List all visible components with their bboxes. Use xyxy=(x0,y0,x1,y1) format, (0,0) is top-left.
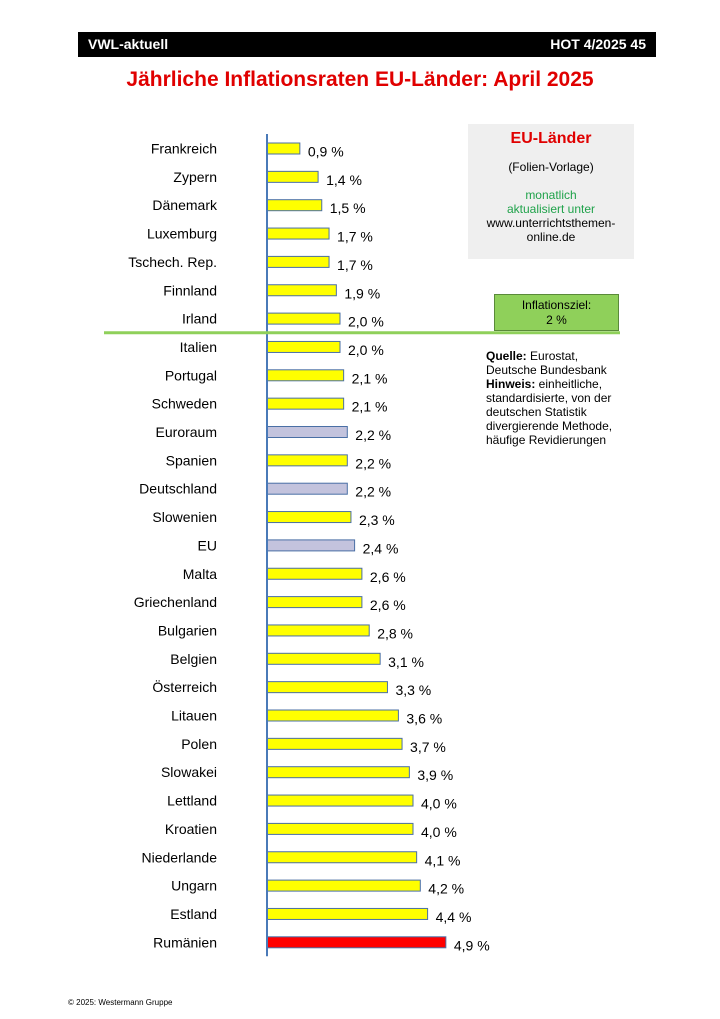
category-label: Dänemark xyxy=(152,197,217,214)
value-label: 4,1 % xyxy=(424,852,461,869)
note-line1 xyxy=(486,377,686,391)
category-label: Euroraum xyxy=(155,424,217,440)
bar xyxy=(267,568,362,579)
info-box xyxy=(468,124,634,259)
value-label: 3,3 % xyxy=(395,682,432,699)
bar xyxy=(267,682,387,693)
category-label: Österreich xyxy=(152,679,217,696)
bar xyxy=(267,228,329,239)
category-label: Zypern xyxy=(173,168,217,185)
category-label: Irland xyxy=(181,310,217,327)
category-label: Belgien xyxy=(170,650,217,667)
category-label: Luxemburg xyxy=(146,225,217,242)
bar xyxy=(267,597,362,608)
source-label: Quelle: xyxy=(486,349,527,363)
bar xyxy=(267,370,344,381)
header-issue-page: HOT 4/2025 45 xyxy=(550,36,646,52)
bar xyxy=(267,313,340,324)
info-box-url xyxy=(468,216,634,244)
note-line3: deutschen Statistik xyxy=(486,405,587,419)
bar xyxy=(267,738,402,749)
value-label: 2,8 % xyxy=(377,625,414,642)
info-box-title: EU-Länder xyxy=(510,130,592,147)
category-label: Schweden xyxy=(151,395,217,412)
value-label: 2,0 % xyxy=(348,341,384,358)
note-line2: standardisierte, von der xyxy=(486,391,612,405)
note-label: Hinweis: xyxy=(486,377,536,391)
bar xyxy=(267,512,351,523)
value-label: 4,9 % xyxy=(453,937,490,954)
category-label: Slowakei xyxy=(160,764,217,781)
bar xyxy=(267,767,409,778)
bar xyxy=(267,427,347,438)
bar xyxy=(267,823,413,834)
value-label: 2,3 % xyxy=(358,512,395,529)
value-label: 2,1 % xyxy=(351,370,388,387)
value-label: 4,0 % xyxy=(421,795,457,812)
value-label: 2,6 % xyxy=(369,597,406,614)
category-label: Deutschland xyxy=(139,480,217,497)
bar xyxy=(267,483,347,494)
category-label: Malta xyxy=(182,565,217,582)
bar xyxy=(267,908,428,919)
category-label: Frankreich xyxy=(150,140,217,157)
value-label: 3,1 % xyxy=(388,653,424,670)
category-label: Slowenien xyxy=(152,509,217,526)
copyright-footer: © 2025: Westermann Gruppe xyxy=(68,998,173,1007)
value-label: 2,2 % xyxy=(355,455,392,472)
value-label: 1,5 % xyxy=(329,200,366,217)
info-box-update-line2: aktualisiert unter xyxy=(506,202,596,216)
chart-title: Jährliche Inflationsraten EU-Länder: April 2025 xyxy=(126,68,594,91)
bar xyxy=(267,200,322,211)
value-label: 1,9 % xyxy=(344,285,381,302)
bar xyxy=(267,171,318,182)
note-line5: häufige Revidierungen xyxy=(486,433,607,447)
info-box-subtitle: (Folien-Vorlage) xyxy=(508,160,594,174)
category-label: Bulgarien xyxy=(157,622,217,639)
category-label: Tschech. Rep. xyxy=(128,253,217,270)
value-label: 4,4 % xyxy=(435,908,472,925)
bar xyxy=(267,625,369,636)
source-line2: Deutsche Bundesbank xyxy=(486,363,607,377)
category-label: Kroatien xyxy=(164,820,217,837)
category-label: EU xyxy=(197,537,217,554)
value-label: 1,7 % xyxy=(337,256,373,273)
bar xyxy=(267,880,420,891)
note-line4: divergierende Methode, xyxy=(486,419,613,433)
info-box-url-line2: online.de xyxy=(526,230,576,244)
category-label: Estland xyxy=(170,905,217,922)
value-label: 2,2 % xyxy=(355,483,392,500)
category-label: Portugal xyxy=(164,367,217,384)
value-label: 1,4 % xyxy=(326,171,362,188)
category-label: Finnland xyxy=(163,282,217,299)
bar xyxy=(267,398,344,409)
bar xyxy=(267,852,417,863)
category-label: Rumänien xyxy=(153,934,217,951)
bar xyxy=(267,540,355,551)
value-label: 3,9 % xyxy=(417,767,454,784)
source-note xyxy=(486,349,686,447)
value-label: 3,6 % xyxy=(406,710,443,727)
category-label: Spanien xyxy=(165,452,217,469)
category-label: Niederlande xyxy=(141,849,217,866)
value-label: 0,9 % xyxy=(307,143,344,160)
info-box-update-note xyxy=(468,188,634,216)
value-label: 1,7 % xyxy=(337,228,373,245)
bar xyxy=(267,341,340,352)
bar xyxy=(267,256,329,267)
header-section-label: VWL-aktuell xyxy=(88,36,169,52)
category-label: Ungarn xyxy=(171,877,217,894)
bar xyxy=(267,285,336,296)
value-label: 4,2 % xyxy=(428,880,465,897)
source-text-1: Eurostat, xyxy=(526,349,579,363)
value-label: 2,4 % xyxy=(362,540,399,557)
category-label: Lettland xyxy=(167,792,217,809)
value-label: 2,2 % xyxy=(355,427,392,443)
value-label: 2,6 % xyxy=(369,568,406,585)
category-label: Griechenland xyxy=(133,594,217,611)
bar xyxy=(267,653,380,664)
category-label: Italien xyxy=(179,338,217,355)
value-label: 2,0 % xyxy=(348,313,384,330)
target-box-line2: 2 % xyxy=(546,313,567,327)
value-label: 3,7 % xyxy=(410,738,446,755)
inflation-target-box xyxy=(494,294,619,331)
category-label: Litauen xyxy=(171,707,217,724)
target-box-line1: Inflationsziel: xyxy=(521,298,592,312)
bar xyxy=(267,710,398,721)
bar xyxy=(267,795,413,806)
bar xyxy=(267,143,300,154)
note-text-1: einheitliche, xyxy=(535,377,603,391)
category-label: Polen xyxy=(181,735,217,752)
bar xyxy=(267,937,446,948)
value-label: 2,1 % xyxy=(351,398,388,415)
value-label: 4,0 % xyxy=(421,823,457,840)
bar xyxy=(267,455,347,466)
source-line1 xyxy=(486,349,686,363)
info-box-update-line1: monatlich xyxy=(525,188,577,202)
info-box-url-line1: www.unterrichtsthemen- xyxy=(486,216,616,230)
